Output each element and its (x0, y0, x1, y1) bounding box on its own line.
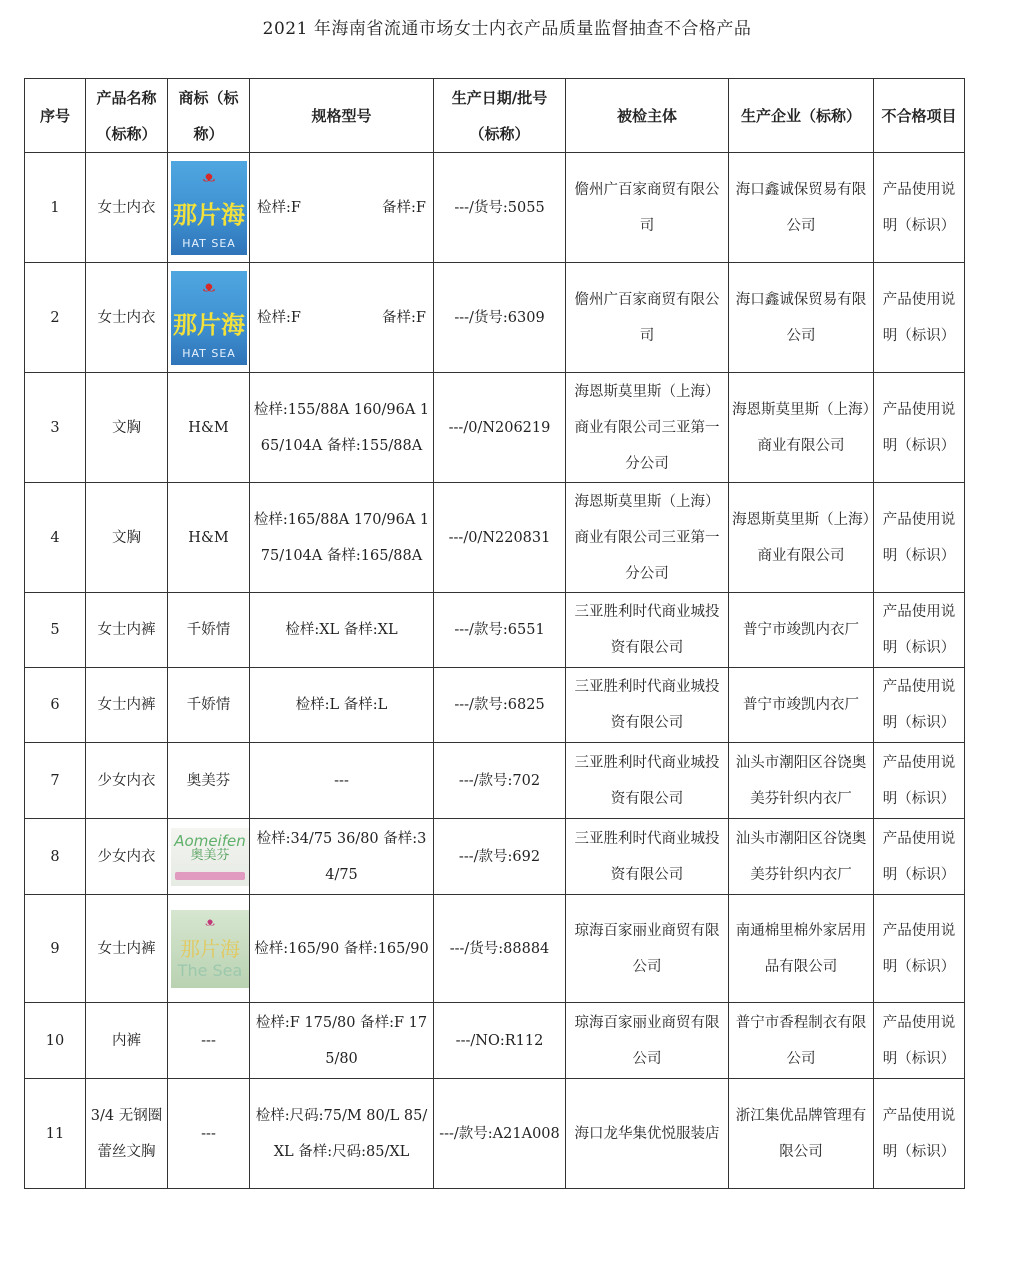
cell-no: 8 (25, 819, 86, 895)
cell-subject: 海恩斯莫里斯（上海）商业有限公司三亚第一分公司 (566, 373, 729, 483)
table-row (25, 1079, 965, 1189)
cell-fail: 产品使用说明（标识） (874, 895, 965, 1003)
cell-subject: 海恩斯莫里斯（上海）商业有限公司三亚第一分公司 (566, 483, 729, 593)
cell-no: 4 (25, 483, 86, 593)
cell-date: ---/款号:692 (434, 819, 566, 895)
cell-maker: 普宁市竣凯内衣厂 (729, 668, 874, 743)
header-spec: 规格型号 (250, 79, 434, 153)
cell-no: 9 (25, 895, 86, 1003)
cell-spec (250, 153, 434, 263)
cell-maker: 海恩斯莫里斯（上海）商业有限公司 (729, 483, 874, 593)
logo-en: Aomeifen (174, 831, 246, 850)
table-row (25, 593, 965, 668)
cell-no: 10 (25, 1003, 86, 1079)
spec-backup: 备样:F (382, 199, 426, 216)
table-row (25, 668, 965, 743)
logo-en: HAT SEA (182, 346, 236, 360)
cell-spec (250, 263, 434, 373)
table-row (25, 743, 965, 819)
cell-subject: 三亚胜利时代商业城投资有限公司 (566, 743, 729, 819)
header-maker: 生产企业（标称） (729, 79, 874, 153)
cell-brand (168, 153, 250, 263)
thesea-logo-icon (171, 910, 249, 988)
cell-brand: 千娇情 (168, 593, 250, 668)
header-date: 生产日期/批号（标称） (434, 79, 566, 153)
nahai-logo-icon (171, 271, 247, 365)
logo-cn: 奥美芬 (190, 847, 230, 863)
cell-no: 11 (25, 1079, 86, 1189)
header-no: 序号 (25, 79, 86, 153)
cell-spec: 检样:165/90 备样:165/90 (250, 895, 434, 1003)
aomeifen-logo-icon (171, 828, 249, 886)
logo-mark: ᵜ (202, 166, 216, 197)
cell-spec: 检样:34/75 36/80 备样:34/75 (250, 819, 434, 895)
cell-no: 6 (25, 668, 86, 743)
header-fail: 不合格项目 (874, 79, 965, 153)
cell-maker: 普宁市竣凯内衣厂 (729, 593, 874, 668)
cell-name: 女士内裤 (86, 593, 168, 668)
cell-no: 2 (25, 263, 86, 373)
cell-name: 女士内裤 (86, 668, 168, 743)
cell-date: ---/货号:5055 (434, 153, 566, 263)
logo-tagline-bar (175, 872, 245, 880)
cell-subject: 儋州广百家商贸有限公司 (566, 263, 729, 373)
cell-date: ---/款号:6551 (434, 593, 566, 668)
cell-name: 少女内衣 (86, 743, 168, 819)
cell-brand: 奥美芬 (168, 743, 250, 819)
logo-cn: 那片海 (173, 200, 245, 229)
cell-maker: 海口鑫诚保贸易有限公司 (729, 263, 874, 373)
cell-spec: 检样:XL 备样:XL (250, 593, 434, 668)
cell-name: 3/4 无钢圈蕾丝文胸 (86, 1079, 168, 1189)
cell-no: 1 (25, 153, 86, 263)
cell-subject: 海口龙华集优悦服装店 (566, 1079, 729, 1189)
cell-name: 少女内衣 (86, 819, 168, 895)
cell-fail: 产品使用说明（标识） (874, 668, 965, 743)
cell-subject: 儋州广百家商贸有限公司 (566, 153, 729, 263)
cell-date: ---/货号:6309 (434, 263, 566, 373)
header-name: 产品名称（标称） (86, 79, 168, 153)
table-row (25, 1003, 965, 1079)
cell-subject: 琼海百家丽业商贸有限公司 (566, 1003, 729, 1079)
cell-brand (168, 819, 250, 895)
cell-no: 5 (25, 593, 86, 668)
cell-name: 女士内裤 (86, 895, 168, 1003)
spec-test: 检样:F (257, 309, 301, 326)
table-row (25, 263, 965, 373)
table-row (25, 153, 965, 263)
logo-cn: 那片海 (180, 936, 240, 961)
cell-name: 女士内衣 (86, 263, 168, 373)
cell-brand (168, 263, 250, 373)
cell-name: 文胸 (86, 373, 168, 483)
nahai-logo-icon (171, 161, 247, 255)
cell-no: 3 (25, 373, 86, 483)
logo-mark: ᵜ (202, 276, 216, 307)
cell-brand (168, 895, 250, 1003)
cell-maker: 海恩斯莫里斯（上海）商业有限公司 (729, 373, 874, 483)
cell-date: ---/0/N220831 (434, 483, 566, 593)
cell-brand: --- (168, 1079, 250, 1189)
cell-fail: 产品使用说明（标识） (874, 593, 965, 668)
cell-spec: 检样:F 175/80 备样:F 175/80 (250, 1003, 434, 1079)
cell-spec: 检样:L 备样:L (250, 668, 434, 743)
cell-date: ---/NO:R112 (434, 1003, 566, 1079)
cell-subject: 三亚胜利时代商业城投资有限公司 (566, 593, 729, 668)
cell-date: ---/0/N206219 (434, 373, 566, 483)
cell-spec: 检样:尺码:75/M 80/L 85/XL 备样:尺码:85/XL (250, 1079, 434, 1189)
cell-brand: --- (168, 1003, 250, 1079)
table-row (25, 819, 965, 895)
cell-maker: 南通棉里棉外家居用品有限公司 (729, 895, 874, 1003)
cell-no: 7 (25, 743, 86, 819)
cell-name: 文胸 (86, 483, 168, 593)
table-row (25, 483, 965, 593)
header-subject: 被检主体 (566, 79, 729, 153)
cell-spec: 检样:165/88A 170/96A 175/104A 备样:165/88A (250, 483, 434, 593)
header-row (25, 79, 965, 153)
cell-brand: 千娇情 (168, 668, 250, 743)
spec-test: 检样:F (257, 199, 301, 216)
table-row (25, 373, 965, 483)
cell-subject: 三亚胜利时代商业城投资有限公司 (566, 668, 729, 743)
logo-en: The Sea (177, 960, 243, 980)
cell-fail: 产品使用说明（标识） (874, 1079, 965, 1189)
cell-maker: 普宁市香程制衣有限公司 (729, 1003, 874, 1079)
logo-mark: ᵜ (205, 912, 215, 937)
cell-date: ---/货号:88884 (434, 895, 566, 1003)
cell-brand: H&M (168, 373, 250, 483)
cell-date: ---/款号:702 (434, 743, 566, 819)
cell-fail: 产品使用说明（标识） (874, 743, 965, 819)
cell-maker: 汕头市潮阳区谷饶奥美芬针织内衣厂 (729, 819, 874, 895)
cell-maker: 浙江集优品牌管理有限公司 (729, 1079, 874, 1189)
logo-en: HAT SEA (182, 236, 236, 250)
cell-name: 女士内衣 (86, 153, 168, 263)
cell-subject: 三亚胜利时代商业城投资有限公司 (566, 819, 729, 895)
cell-fail: 产品使用说明（标识） (874, 483, 965, 593)
logo-cn: 那片海 (173, 310, 245, 339)
nonconforming-products-table (24, 78, 965, 1189)
cell-fail: 产品使用说明（标识） (874, 373, 965, 483)
header-brand: 商标（标称） (168, 79, 250, 153)
table-row (25, 895, 965, 1003)
cell-maker: 海口鑫诚保贸易有限公司 (729, 153, 874, 263)
cell-fail: 产品使用说明（标识） (874, 819, 965, 895)
spec-backup: 备样:F (382, 309, 426, 326)
cell-date: ---/款号:6825 (434, 668, 566, 743)
cell-name: 内裤 (86, 1003, 168, 1079)
cell-spec: --- (250, 743, 434, 819)
cell-date: ---/款号:A21A008 (434, 1079, 566, 1189)
cell-subject: 琼海百家丽业商贸有限公司 (566, 895, 729, 1003)
cell-maker: 汕头市潮阳区谷饶奥美芬针织内衣厂 (729, 743, 874, 819)
cell-spec: 检样:155/88A 160/96A 165/104A 备样:155/88A (250, 373, 434, 483)
cell-fail: 产品使用说明（标识） (874, 153, 965, 263)
page-title: 2021 年海南省流通市场女士内衣产品质量监督抽查不合格产品 (262, 19, 752, 39)
cell-fail: 产品使用说明（标识） (874, 1003, 965, 1079)
cell-brand: H&M (168, 483, 250, 593)
cell-fail: 产品使用说明（标识） (874, 263, 965, 373)
